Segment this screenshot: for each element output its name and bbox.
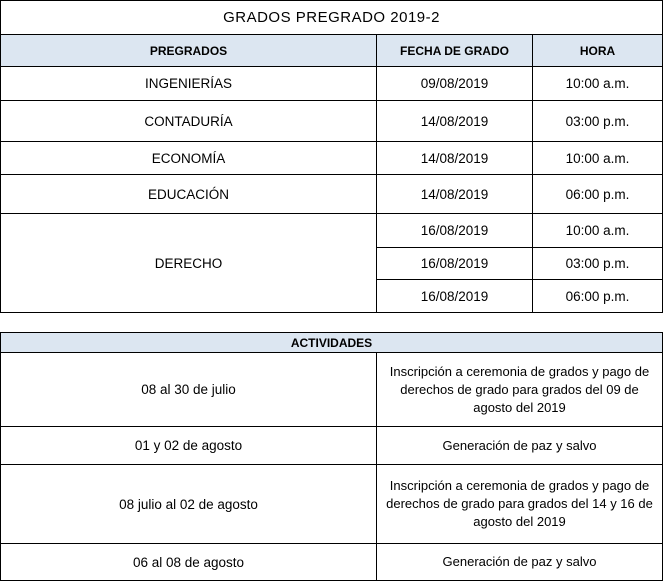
date-cell: 16/08/2019	[377, 214, 533, 248]
time-cell: 03:00 p.m.	[533, 248, 663, 280]
table-row	[1, 142, 663, 175]
activity-cell: Generación de paz y salvo	[377, 544, 663, 581]
activity-cell: Inscripción a ceremonia de grados y pago de derechos de grado para grados del 14 y 16 de agosto del 2019	[377, 465, 663, 544]
time-cell: 10:00 a.m.	[533, 67, 663, 101]
table-row	[1, 175, 663, 214]
period-cell: 08 al 30 de julio	[1, 353, 377, 427]
date-cell: 14/08/2019	[377, 101, 533, 142]
period-cell: 01 y 02 de agosto	[1, 427, 377, 465]
grados-title: GRADOS PREGRADO 2019-2	[1, 1, 663, 35]
time-cell: 06:00 p.m.	[533, 280, 663, 313]
table-row	[1, 101, 663, 142]
activity-cell: Generación de paz y salvo	[377, 427, 663, 465]
date-cell: 16/08/2019	[377, 280, 533, 313]
header-hora: HORA	[533, 35, 663, 67]
program-cell-derecho: DERECHO	[1, 214, 377, 313]
date-cell: 16/08/2019	[377, 248, 533, 280]
table-row	[1, 544, 663, 581]
date-cell: 14/08/2019	[377, 142, 533, 175]
table-row	[1, 353, 663, 427]
program-cell: ECONOMÍA	[1, 142, 377, 175]
period-cell: 08 julio al 02 de agosto	[1, 465, 377, 544]
table-row	[1, 214, 663, 248]
time-cell: 10:00 a.m.	[533, 214, 663, 248]
time-cell: 10:00 a.m.	[533, 142, 663, 175]
period-cell: 06 al 08 de agosto	[1, 544, 377, 581]
header-fecha-de-grado: FECHA DE GRADO	[377, 35, 533, 67]
program-cell: INGENIERÍAS	[1, 67, 377, 101]
program-cell: CONTADURÍA	[1, 101, 377, 142]
date-cell: 09/08/2019	[377, 67, 533, 101]
activity-cell: Inscripción a ceremonia de grados y pago de derechos de grado para grados del 09 de agosto del 2019	[377, 353, 663, 427]
table-row	[1, 67, 663, 101]
actividades-table	[0, 332, 663, 581]
time-cell: 03:00 p.m.	[533, 101, 663, 142]
table-row	[1, 427, 663, 465]
header-pregrados: PREGRADOS	[1, 35, 377, 67]
program-cell: EDUCACIÓN	[1, 175, 377, 214]
time-cell: 06:00 p.m.	[533, 175, 663, 214]
table-row	[1, 465, 663, 544]
date-cell: 14/08/2019	[377, 175, 533, 214]
actividades-title: ACTIVIDADES	[1, 333, 663, 353]
